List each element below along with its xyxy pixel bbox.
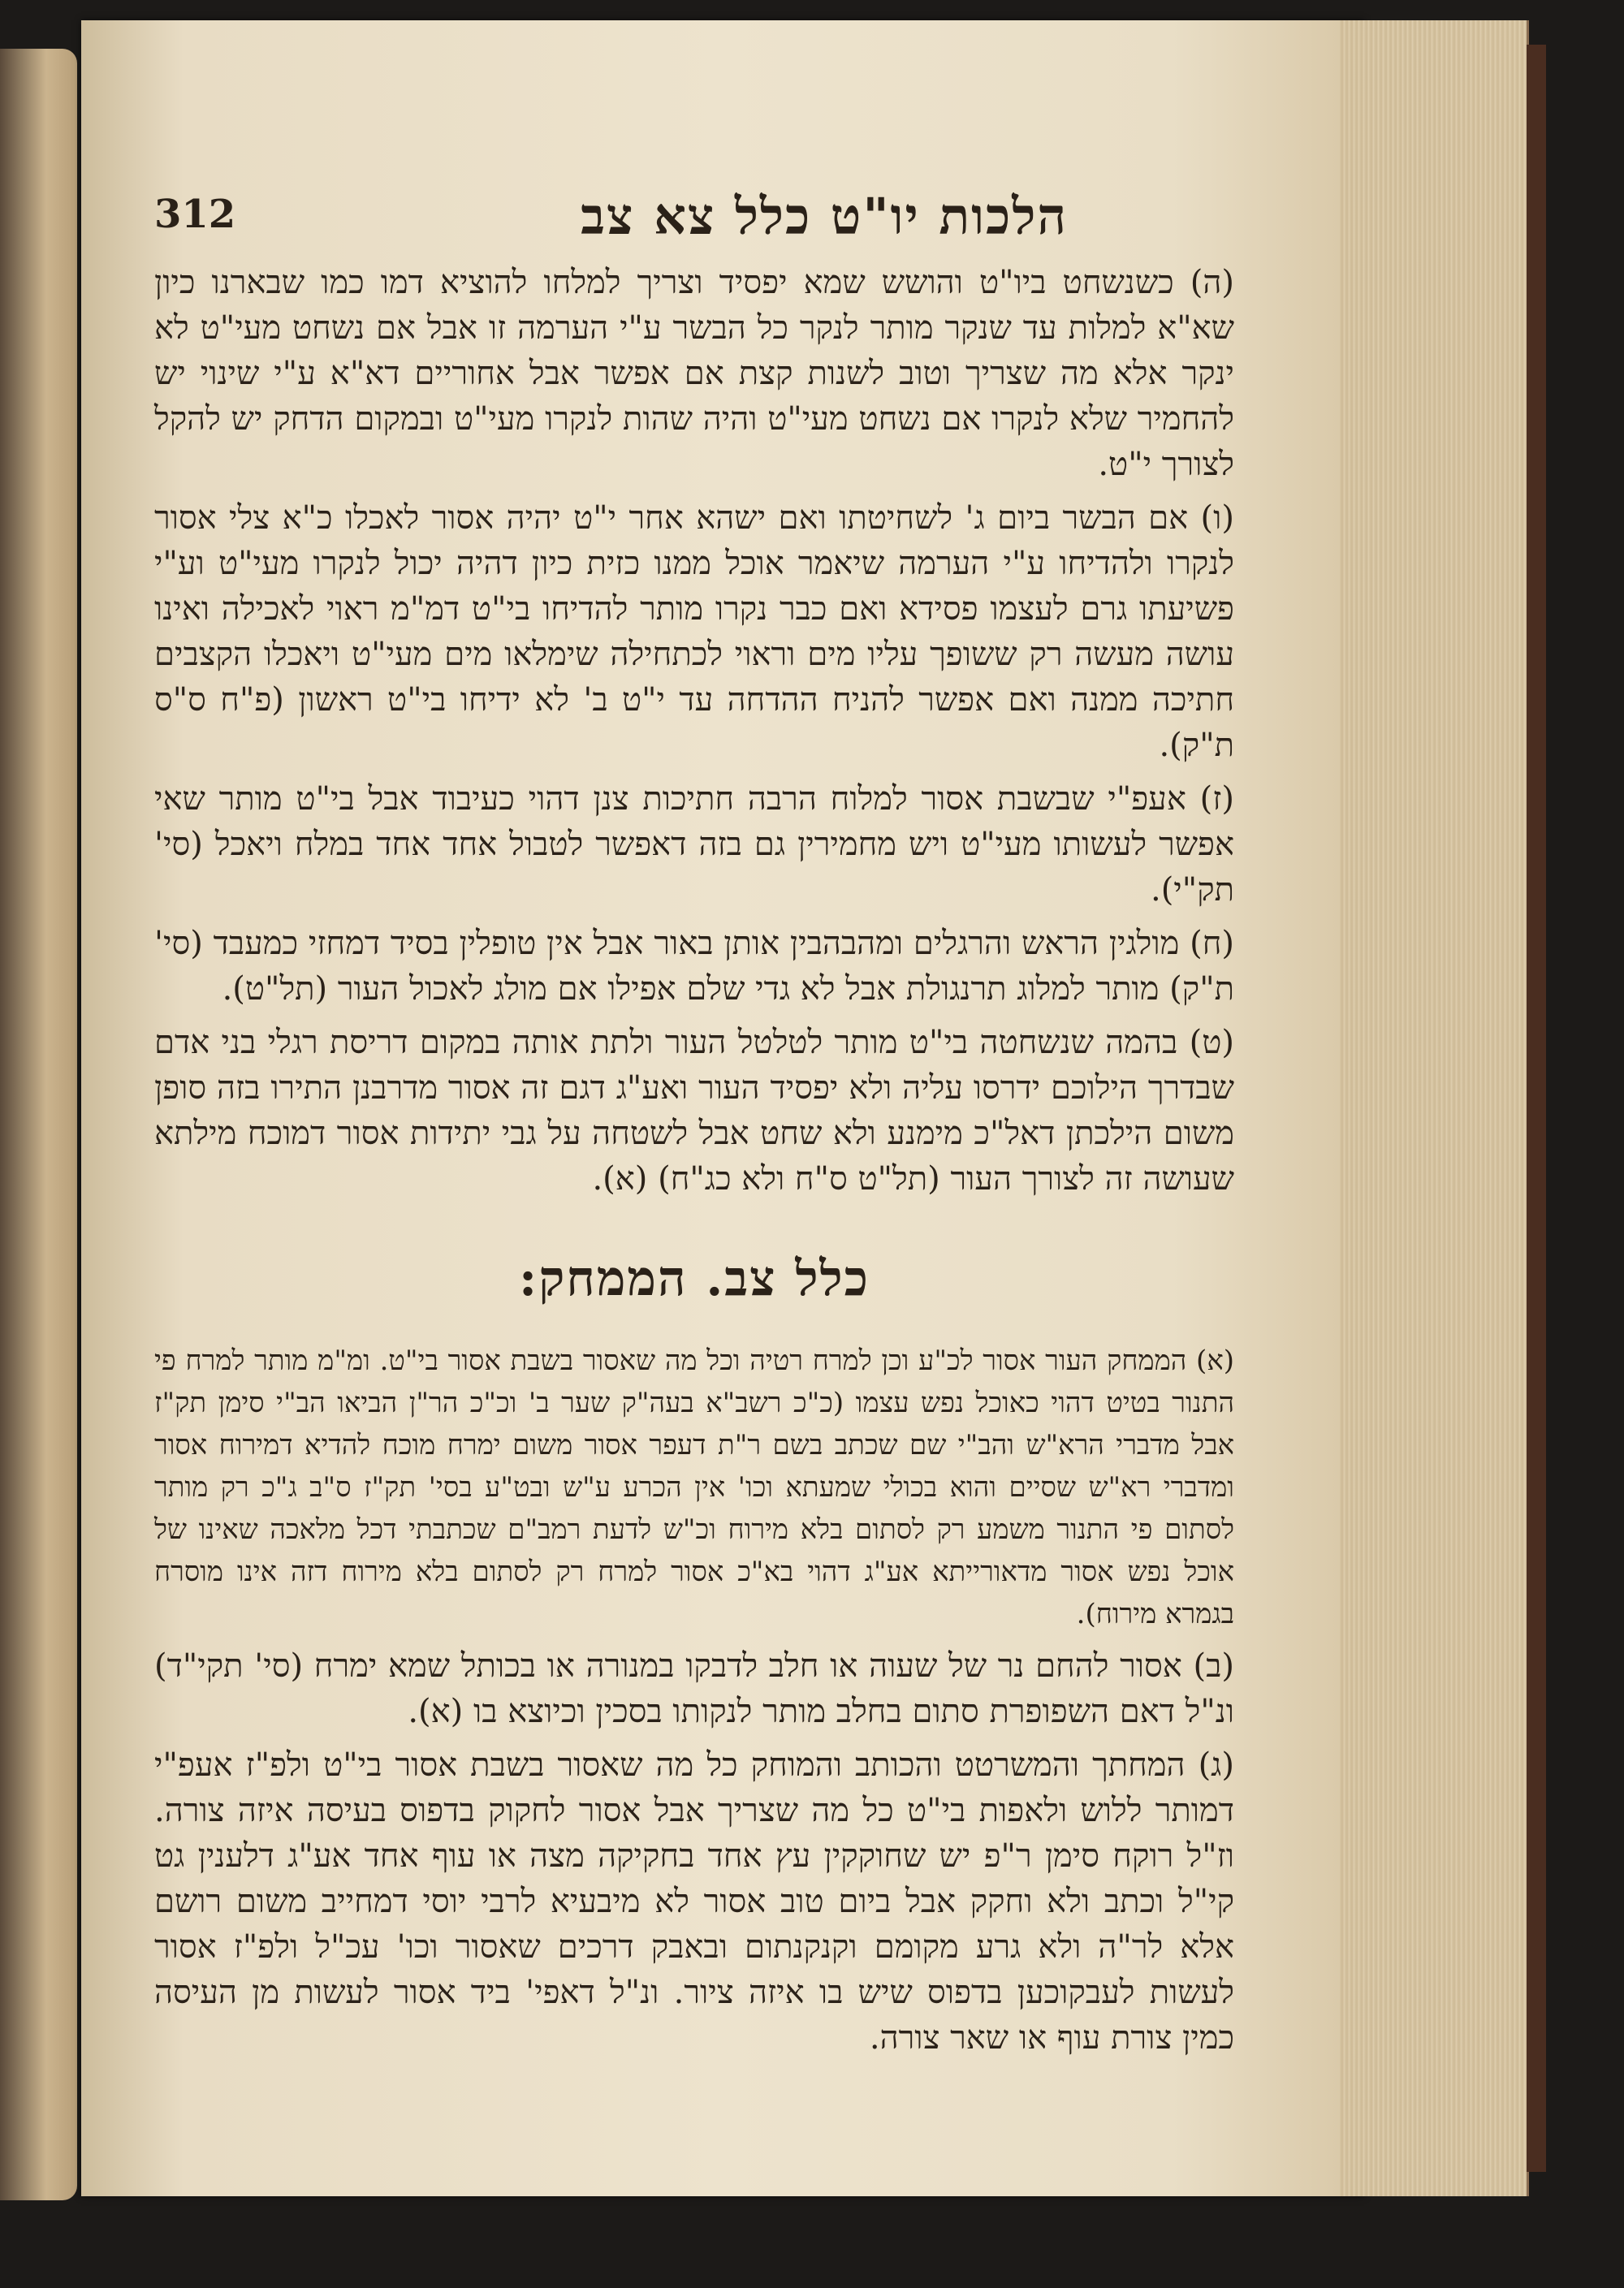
left-page-edge	[0, 49, 77, 2200]
paragraph-chet: (ח) מולגין הראש והרגלים ומהבהבין אותן באור אבל אין טופלין בסיד דמחזי כמעבד (סי' ת"ק) מותר למלוג תרנגולת אבל לא גדי שלם אפילו אם מולג לאכול העור (תל"ט).	[154, 925, 1234, 1008]
running-title: הלכות יו"ט כלל צא צב	[581, 187, 1068, 246]
paragraph-gimel: (ג) המחתך והמשרטט והכותב והמוחק כל מה שאסור בשבת אסור בי"ט ולפ"ז אעפ"י דמותר ללוש ולאפות בי"ט כל מה שצריך אבל אסור לחקוק בדפוס בעיסה איזה צורה. וז"ל רוקח סימן ר"פ יש שחוקקין עץ אחד בחקיקה מצה או עוף אחד אע"ג דלענין גט קי"ל וכתב ולא וחקק אבל ביום טוב אסור לא מיבעיא לרבי יוסי דמחייב משום רושם אלא לר"ה ולא גרע מקומם וקנקנתום ובאבק דרכים שאסור וכו' עכ"ל ולפ"ז אסור לעשות לעבקוכען בדפוס שיש בו איזה ציור. ונ"ל דאפי' ביד אסור לעשות מן העיסה כמין צורת עוף או שאר צורה.	[154, 1746, 1234, 2057]
paragraph-he: (ה) כשנשחט ביו"ט והושש שמא יפסיד וצריך למלחו להוציא דמו כמו שבארנו כיון שא"א למלות עד שנקר מותר לנקר כל הבשר ע"י הערמה זו אבל אם נשחט מעי"ט לא ינקר אלא מה שצריך וטוב לשנות קצת אם אפשר אבל אחוריים דא"א ע"י שינוי יש להחמיר שלא לנקרו אם נשחט מעי"ט והיה שהות לנקרו מעי"ט ובמקום הדחק יש להקל לצורך י"ט.	[154, 264, 1234, 483]
section-heading: כלל צב. הממחק:	[519, 1250, 870, 1307]
paragraph-alef: (א) הממחק העור אסור לכ"ע וכן למרח רטיה וכל מה שאסור בשבת אסור בי"ט. ומ"מ מותר למרח פי התנור בטיט דהוי כאוכל נפש עצמו (כ"כ רשב"א בעה"ק שער ב' וכ"כ הר"ן הביאו הב"י סימן תק"ז אבל מדברי הרא"ש והב"י שם שכתב בשם ר"ת דעפר אסור משום ימרח מוכח להדיא דמירוח אסור ומדברי רא"ש שסיים והוא בכולי שמעתא וכו' אין הכרע ע"ש ובט"ע בסי' תק"ז ס"ב ג"כ רק מותר לסתום פי התנור משמע רק לסתום בלא מירוח וכ"ש לדעת רמב"ם שכתבתי דכל מלאכה שאינו של אוכל נפש אסור מדאורייתא אע"ג דהוי בא"כ אסור למרח רק לסתום בלא מירוח דזה אינו מוסרח בגמרא מירוח).	[154, 1345, 1234, 1630]
paragraph-zayin: (ז) אעפ"י שבשבת אסור למלוח הרבה חתיכות צנן דהוי כעיבוד אבל בי"ט מותר שאי אפשר לעשותו מעי"ט ויש מחמירין גם בזה דאפשר לטבול אחד אחד במלח ויאכל (סי' תק"י).	[154, 780, 1234, 909]
paragraph-tet: (ט) בהמה שנשחטה בי"ט מותר לטלטל העור ולתת אותה במקום דריסת רגלי בני אדם שבדרך הילוכם ידרסו עליה ולא יפסיד העור ואע"ג דגם זה אסור מדרבנן התירו בזה סופן משום הילכתן דאל"כ מימנע ולא שחט אבל לשטחה על גבי יתידות אסור דמוכח מילתא שעושה זה לצורך העור (תל"ט ס"ח ולא כג"ח) (א).	[154, 1024, 1234, 1198]
page-header	[154, 187, 1234, 260]
paragraph-vav: (ו) אם הבשר ביום ג' לשחיטתו ואם ישהא אחר י"ט יהיה אסור לאכלו כ"א צלי אסור לנקרו ולהדיחו ע"י הערמה שיאמר אוכל ממנו כזית כיון דהיה יכול לנקרו מעי"ט וע"י פשיעתו גרם לעצמו פסידא ואם כבר נקרו מותר להדיחו בי"ט דמ"מ ראוי לאכילה ואינו עושה מעשה רק ששופך עליו מים וראוי לכתחילה שימלאו מים מעי"ט ויאכלו הקצבים חתיכה ממנה ואם אפשר להניח ההדחה עד י"ט ב' לא ידיחו בי"ט ראשון (פ"ח ס"ס ת"ק).	[154, 499, 1234, 764]
page-content	[154, 187, 1234, 2069]
page-number: 312	[154, 192, 236, 237]
page-fore-edge	[1340, 20, 1529, 2196]
book-cover-edge	[1527, 45, 1546, 2172]
paragraph-bet: (ב) אסור להחם נר של שעוה או חלב לדבקו במנורה או בכותל שמא ימרח (סי' תקי"ד) ונ"ל דאם השפופרת סתום בחלב מותר לנקותו בסכין וכיוצא בו (א).	[154, 1647, 1234, 1730]
